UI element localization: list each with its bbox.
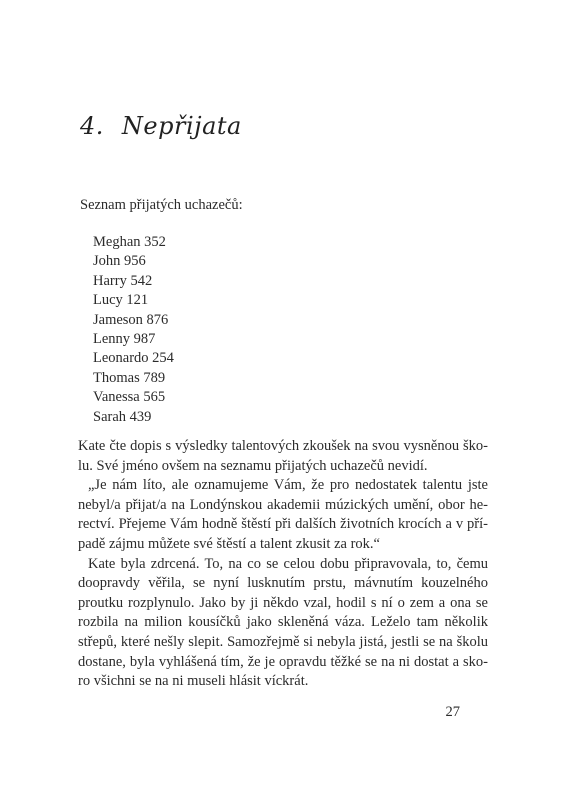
paragraph: Kate byla zdrcená. To, na co se celou dobu připravovala, to, čemu doopravdy věřila, se nyní lusknutím prstu, mávnutím kouzelného proutku rozplynulo. Jako by ji někdo vzal, hodil s ní o zem a ona se rozbila na milion kousíčků jako skleněná váza. Leželo tam několik střepů, které nešly slepit. Samozřejmě si nebyla jistá, jestli se na školu dostane, byla vyhlášená tím, že je opravdu těžké se na ni dostat a sko-ro všichni se na ni museli hlásit víckrát. [78,555,488,690]
list-item: Lucy 121 [93,292,149,309]
list-item: John 956 [93,253,146,270]
page-number: 27 [445,704,460,720]
paragraph: Kate čte dopis s výsledky talentových zkoušek na svou vysněnou ško-lu. Své jméno ovšem na seznamu přijatých uchazečů nevidí. [78,438,488,474]
body-text [78,437,488,692]
list-intro: Seznam přijatých uchazečů: [80,197,243,213]
chapter-title: Nepřijata [121,112,242,140]
list-item: Jameson 876 [93,311,169,328]
list-item: Meghan 352 [93,234,166,250]
chapter-number: 4. [80,112,104,140]
list-item: Harry 542 [93,272,153,289]
chapter-heading [80,112,242,140]
list-item: Lenny 987 [93,331,156,348]
list-item: Sarah 439 [93,408,152,425]
paragraph: „Je nám líto, ale oznamujeme Vám, že pro nedostatek talentu jste nebyl/a přijat/a na Londýnskou akademii múzických umění, obor he-rectví. Přejeme Vám hodně štěstí při dalších životních krocích a v pří-padě zájmu můžete své štěstí a talent zkusit za rok.“ [78,477,488,552]
accepted-applicants-list [93,233,174,427]
list-item: Leonardo 254 [93,350,174,367]
list-item: Vanessa 565 [93,389,166,406]
list-item: Thomas 789 [93,369,166,386]
